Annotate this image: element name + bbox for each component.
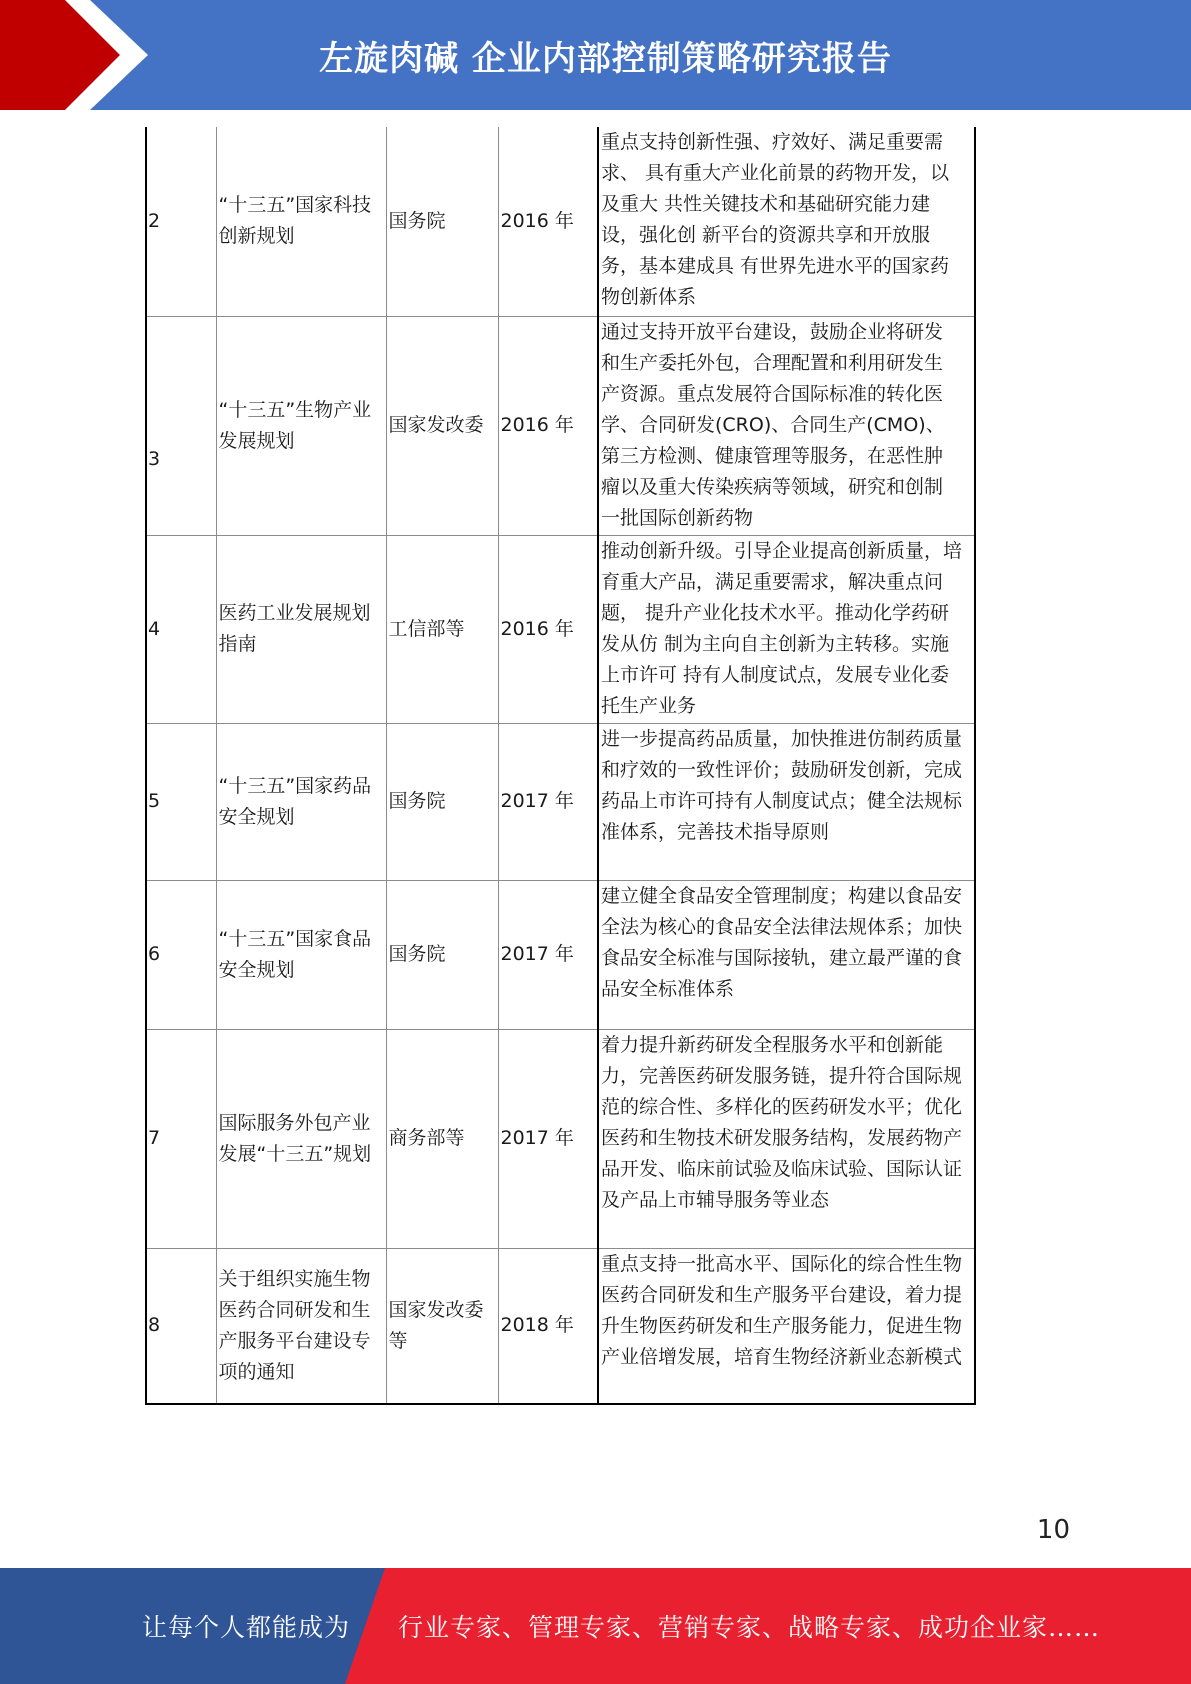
policy-name: 医药工业发展规划指南 xyxy=(216,535,386,723)
issuing-department: 国务院 xyxy=(386,880,498,1029)
policy-table xyxy=(145,127,976,1405)
row-number: 4 xyxy=(146,535,216,723)
policy-description: 通过支持开放平台建设，鼓励企业将研发 和生产委托外包，合理配置和利用研发生 产资源。重点发展符合国际标准的转化医 学、合同研发(CRO)、合同生产(CMO)、 第三方检测、健康管理等服务，在恶性肿 瘤以及重大传染疾病等领域，研究和创制 一批国际创新药物 xyxy=(598,316,975,535)
table-row xyxy=(146,1029,975,1248)
issuing-department: 工信部等 xyxy=(386,535,498,723)
policy-name: 国际服务外包产业发展“十三五”规划 xyxy=(216,1029,386,1248)
page-footer xyxy=(0,1568,1191,1684)
table-row xyxy=(146,880,975,1029)
footer-slogan-right: 行业专家、管理专家、营销专家、战略专家、成功企业家…… xyxy=(398,1613,1101,1642)
issue-year: 2017 年 xyxy=(498,1029,598,1248)
issuing-department: 商务部等 xyxy=(386,1029,498,1248)
page-number: 10 xyxy=(1036,1515,1070,1545)
issue-year: 2018 年 xyxy=(498,1248,598,1404)
footer-slogan-left: 让每个人都能成为 xyxy=(142,1613,351,1642)
header-arrow-icon xyxy=(0,0,160,110)
issue-year: 2017 年 xyxy=(498,723,598,880)
policy-name: “十三五”国家科技创新规划 xyxy=(216,127,386,316)
policy-description: 着力提升新药研发全程服务水平和创新能 力，完善医药研发服务链，提升符合国际规 范的综合性、多样化的医药研发水平；优化 医药和生物技术研发服务结构，发展药物产 品开发、临床前试验及临床试验、国际认证 及产品上市辅导服务等业态 xyxy=(598,1029,975,1248)
issue-year: 2016 年 xyxy=(498,535,598,723)
policy-description: 重点支持创新性强、疗效好、满足重要需求、 具有重大产业化前景的药物开发，以及重大 共性关键技术和基础研究能力建设，强化创 新平台的资源共享和开放服务，基本建成具 有世界先进水平的国家药物创新体系 xyxy=(598,127,975,316)
row-number: 6 xyxy=(146,880,216,1029)
issuing-department: 国家发改委等 xyxy=(386,1248,498,1404)
issue-year: 2016 年 xyxy=(498,127,598,316)
issue-year: 2017 年 xyxy=(498,880,598,1029)
table-row xyxy=(146,127,975,316)
report-title: 左旋肉碱 企业内部控制策略研究报告 xyxy=(319,38,892,79)
policy-description: 推动创新升级。引导企业提高创新质量，培 育重大产品，满足重要需求，解决重点问题， 提升产业化技术水平。推动化学药研发从仿 制为主向自主创新为主转移。实施上市许可 持有人制度试点，发展专业化委托生产业务 xyxy=(598,535,975,723)
row-number: 8 xyxy=(146,1248,216,1404)
row-number: 2 xyxy=(146,127,216,316)
issuing-department: 国家发改委 xyxy=(386,316,498,535)
table-row xyxy=(146,723,975,880)
row-number: 5 xyxy=(146,723,216,880)
policy-description: 建立健全食品安全管理制度；构建以食品安 全法为核心的食品安全法律法规体系；加快 食品安全标准与国际接轨，建立最严谨的食 品安全标准体系 xyxy=(598,880,975,1029)
table-row xyxy=(146,535,975,723)
policy-name: “十三五”国家药品安全规划 xyxy=(216,723,386,880)
row-number: 7 xyxy=(146,1029,216,1248)
row-number: 3 xyxy=(146,316,216,535)
issue-year: 2016 年 xyxy=(498,316,598,535)
policy-name: 关于组织实施生物医药合同研发和生产服务平台建设专项的通知 xyxy=(216,1248,386,1404)
issuing-department: 国务院 xyxy=(386,127,498,316)
issuing-department: 国务院 xyxy=(386,723,498,880)
page-header xyxy=(0,0,1191,110)
table-row xyxy=(146,316,975,535)
policy-name: “十三五”生物产业发展规划 xyxy=(216,316,386,535)
policy-name: “十三五”国家食品安全规划 xyxy=(216,880,386,1029)
table-row xyxy=(146,1248,975,1404)
policy-description: 进一步提高药品质量，加快推进仿制药质量 和疗效的一致性评价；鼓励研发创新，完成 药品上市许可持有人制度试点；健全法规标 准体系，完善技术指导原则 xyxy=(598,723,975,880)
policy-description: 重点支持一批高水平、国际化的综合性生物 医药合同研发和生产服务平台建设，着力提 升生物医药研发和生产服务能力，促进生物 产业倍增发展，培育生物经济新业态新模式 xyxy=(598,1248,975,1404)
